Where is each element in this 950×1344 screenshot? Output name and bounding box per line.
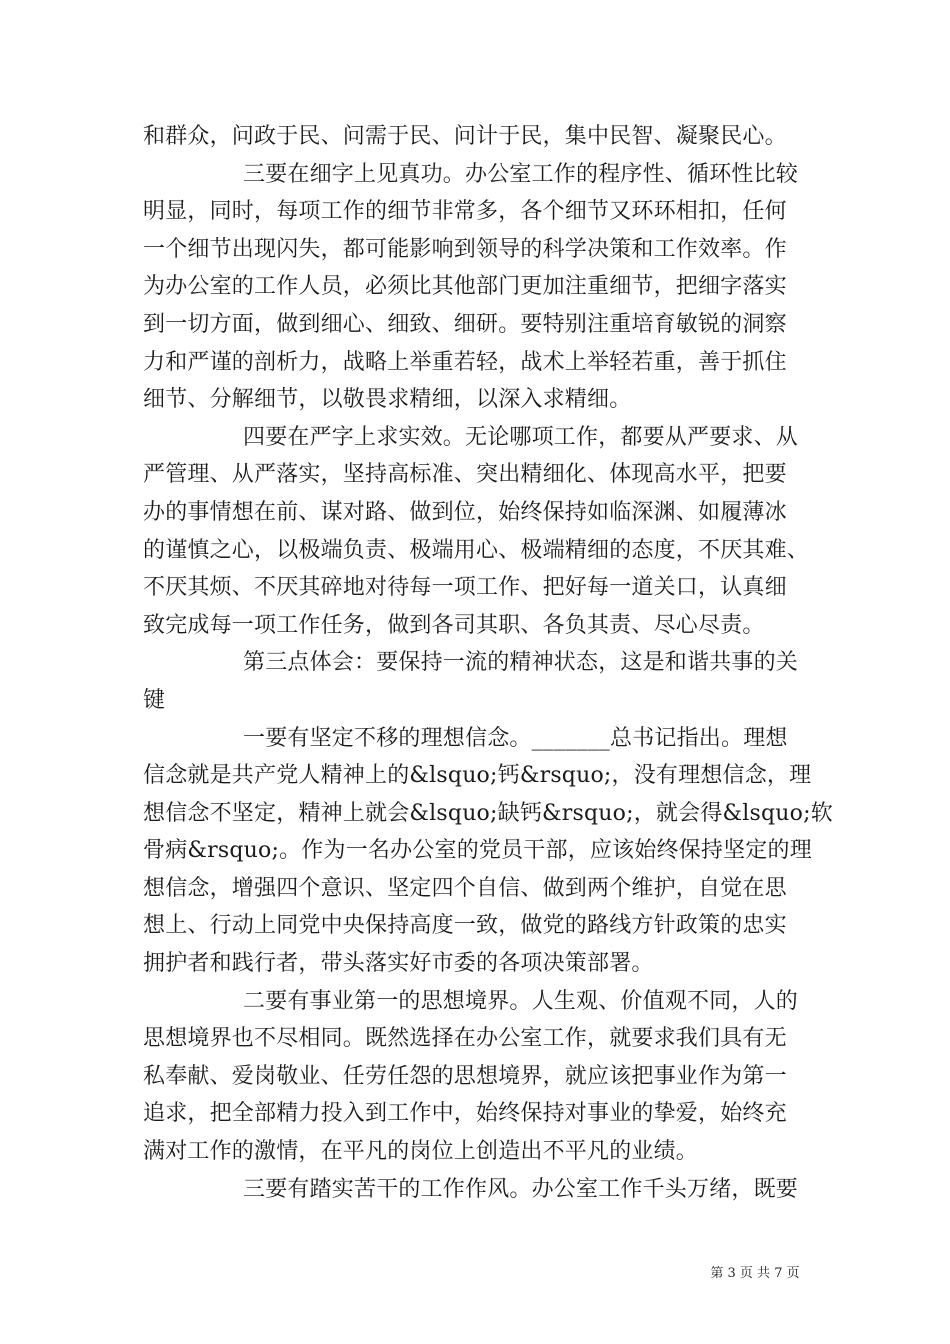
paragraph-start-line: 一要有坚定不移的理想信念。_______总书记指出。理想 — [243, 725, 788, 751]
page-number: 第 3 页 共 7 页 — [710, 1266, 800, 1281]
text-line: 满对工作的激情，在平凡的岗位上创造出不平凡的业绩。 — [143, 1139, 699, 1165]
text-line: 思想境界也不尽相同。既然选择在办公室工作，就要求我们具有无 — [143, 1026, 787, 1052]
text-line: 想信念，增强四个意识、坚定四个自信、做到两个维护，自觉在思 — [143, 875, 787, 901]
text-line: 明显，同时，每项工作的细节非常多，各个细节又环环相扣，任何 — [143, 199, 787, 225]
paragraph-start-line: 四要在严字上求实效。无论哪项工作，都要从严要求、从 — [243, 424, 799, 450]
text-line: 致完成每一项工作任务，做到各司其职、各负其责、尽心尽责。 — [143, 612, 765, 638]
section-heading-line: 第三点体会：要保持一流的精神状态，这是和谐共事的关 — [243, 650, 799, 676]
text-line: 到一切方面，做到细心、细致、细研。要特别注重培育敏锐的洞察 — [143, 311, 787, 337]
text-line: 严管理、从严落实，坚持高标准、突出精细化、体现高水平，把要 — [143, 462, 787, 488]
text-line: 想信念不坚定，精神上就会&lsquo;缺钙&rsquo;，就会得&lsquo;软 — [143, 800, 833, 826]
text-line: 细节、分解细节，以敬畏求精细，以深入求精细。 — [143, 387, 632, 413]
text-line: 一个细节出现闪失，都可能影响到领导的科学决策和工作效率。作 — [143, 236, 787, 262]
text-line: 想上、行动上同党中央保持高度一致，做党的路线方针政策的忠实 — [143, 913, 787, 939]
text-line: 力和严谨的剖析力，战略上举重若轻，战术上举轻若重，善于抓住 — [143, 349, 787, 375]
section-heading-line: 键 — [143, 687, 166, 713]
text-line: 为办公室的工作人员，必须比其他部门更加注重细节，把细字落实 — [143, 274, 787, 300]
text-line: 办的事情想在前、谋对路、做到位，始终保持如临深渊、如履薄冰 — [143, 499, 787, 525]
text-line: 的谨慎之心，以极端负责、极端用心、极端精细的态度，不厌其难、 — [143, 537, 810, 563]
text-line: 信念就是共产党人精神上的&lsquo;钙&rsquo;，没有理想信念，理 — [143, 763, 812, 789]
paragraph-start-line: 三要在细字上见真功。办公室工作的程序性、循环性比较 — [243, 161, 799, 187]
text-line: 和群众，问政于民、问需于民、问计于民，集中民智、凝聚民心。 — [143, 124, 787, 149]
text-line: 追求，把全部精力投入到工作中，始终保持对事业的挚爱，始终充 — [143, 1101, 787, 1127]
paragraph-start-line: 三要有踏实苦干的工作作风。办公室工作千头万绪，既要 — [243, 1176, 799, 1202]
text-line: 骨病&rsquo;。作为一名办公室的党员干部，应该始终保持坚定的理 — [143, 838, 812, 864]
body-text — [143, 118, 843, 1208]
text-line: 不厌其烦、不厌其碎地对待每一项工作、把好每一道关口，认真细 — [143, 575, 787, 601]
paragraph-start-line: 二要有事业第一的思想境界。人生观、价值观不同，人的 — [243, 988, 799, 1014]
text-line: 私奉献、爱岗敬业、任劳任怨的思想境界，就应该把事业作为第一 — [143, 1063, 787, 1089]
text-line: 拥护者和践行者，带头落实好市委的各项决策部署。 — [143, 951, 654, 977]
